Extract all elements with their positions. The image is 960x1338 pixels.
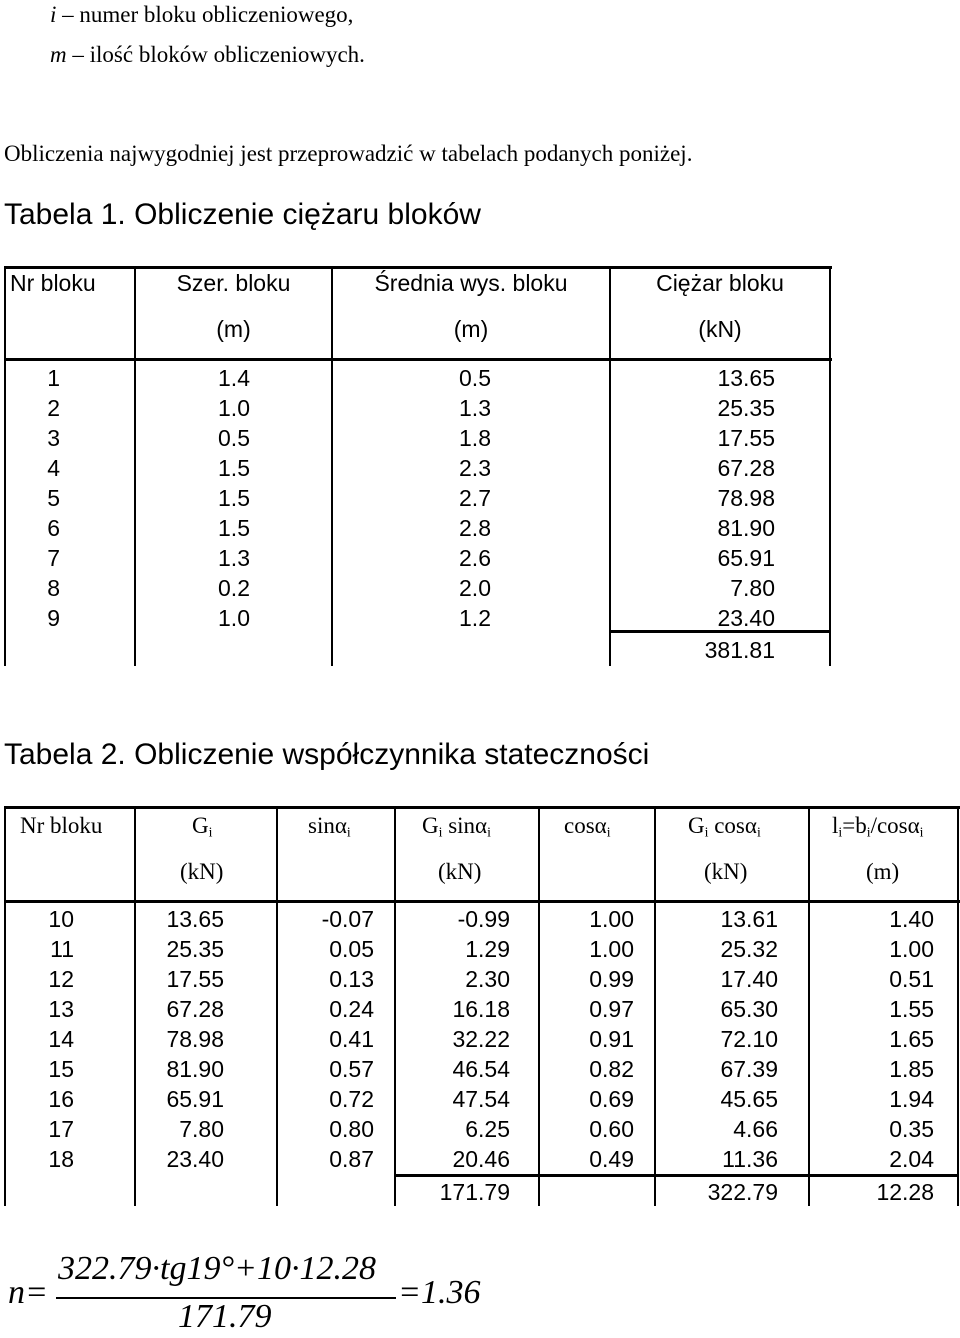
table2-cell-gcos: 4.66	[733, 1116, 778, 1142]
table2-cell-gsin: 46.54	[452, 1056, 510, 1082]
intro-sentence: Obliczenia najwygodniej jest przeprowadzić w tabelach podanych poniżej.	[4, 141, 693, 166]
table2-cell-cos: 0.82	[589, 1056, 634, 1082]
table2-cell-g: 78.98	[166, 1026, 224, 1052]
table2-unit-g: (kN)	[180, 859, 224, 884]
table1-header-nr: Nr bloku	[10, 270, 96, 296]
table1-title: Tabela 1. Obliczenie ciężaru bloków	[4, 198, 481, 231]
table2-cell-gsin: 6.25	[465, 1116, 510, 1142]
table2-cell-l: 0.35	[889, 1116, 934, 1142]
table2-cell-g: 23.40	[166, 1146, 224, 1172]
table2-cell-sin: 0.57	[329, 1056, 374, 1082]
table1-cell-weight: 25.35	[717, 395, 775, 421]
table1-header-bottom-border	[4, 358, 832, 361]
table1-unit-height: (m)	[453, 316, 489, 342]
table2-header-bottom-border	[4, 900, 960, 903]
table1-cell-nr: 9	[47, 605, 60, 631]
table2-top-border	[4, 806, 960, 809]
variable-m: m	[50, 42, 67, 67]
table1-cell-weight: 23.40	[717, 605, 775, 631]
table1-cell-height: 2.8	[459, 515, 491, 541]
table2-cell-nr: 15	[48, 1056, 74, 1082]
table1-cell-nr: 6	[47, 515, 60, 541]
formula-denominator: 171.79	[178, 1298, 272, 1335]
table1-cell-weight: 17.55	[717, 425, 775, 451]
table2-unit-gsin: (kN)	[438, 859, 482, 884]
table1-cell-nr: 7	[47, 545, 60, 571]
table2-cell-l: 1.40	[889, 906, 934, 932]
table2-header-gsin: $G_i$ sinα$_i$	[422, 813, 491, 840]
table1-cell-height: 2.0	[459, 575, 491, 601]
table1-header-weight: Ciężar bloku	[656, 270, 784, 296]
table2-cell-l: 0.51	[889, 966, 934, 992]
table1-cell-weight: 78.98	[717, 485, 775, 511]
table2-cell-l: 1.94	[889, 1086, 934, 1112]
table2-cell-gcos: 65.30	[720, 996, 778, 1022]
table2-header-sin: sinα$_i$	[308, 813, 351, 840]
table1-cell-nr: 2	[47, 395, 60, 421]
table2-cell-cos: 1.00	[589, 936, 634, 962]
table1-unit-width: (m)	[216, 316, 251, 342]
table2-cell-l: 1.00	[889, 936, 934, 962]
table2-cell-g: 25.35	[166, 936, 224, 962]
table1-cell-width: 1.3	[218, 545, 250, 571]
table2-cell-sin: 0.24	[329, 996, 374, 1022]
table1-cell-weight: 67.28	[717, 455, 775, 481]
table1-cell-height: 1.2	[459, 605, 491, 631]
table2-cell-sin: 0.13	[329, 966, 374, 992]
table2-cell-gcos: 25.32	[720, 936, 778, 962]
table2-cell-cos: 0.49	[589, 1146, 634, 1172]
table1-cell-width: 0.2	[218, 575, 250, 601]
table2-cell-g: 67.28	[166, 996, 224, 1022]
table2-header-nr: Nr bloku	[20, 813, 103, 838]
table2-cell-cos: 0.69	[589, 1086, 634, 1112]
table1-top-border	[4, 266, 832, 269]
table2-cell-nr: 10	[48, 906, 74, 932]
table2-cell-l: 1.65	[889, 1026, 934, 1052]
table2-total-l: 12.28	[876, 1179, 934, 1205]
table2-cell-gsin: 2.30	[465, 966, 510, 992]
table1-cell-width: 1.4	[218, 365, 250, 391]
table2-cell-nr: 13	[48, 996, 74, 1022]
table2-cell-gcos: 45.65	[720, 1086, 778, 1112]
table2-cell-g: 7.80	[179, 1116, 224, 1142]
table2-cell-l: 1.85	[889, 1056, 934, 1082]
table1-cell-height: 2.7	[459, 485, 491, 511]
table1-cell-weight: 7.80	[730, 575, 775, 601]
table1-cell-nr: 5	[47, 485, 60, 511]
table2-cell-cos: 1.00	[589, 906, 634, 932]
table1-cell-width: 1.5	[218, 515, 250, 541]
table2-cell-gsin: 20.46	[452, 1146, 510, 1172]
variable-m-description: – ilość bloków obliczeniowych.	[66, 42, 365, 67]
table2-cell-sin: 0.41	[329, 1026, 374, 1052]
table2-cell-gsin: 32.22	[452, 1026, 510, 1052]
table2-cell-l: 1.55	[889, 996, 934, 1022]
table1-cell-weight: 65.91	[717, 545, 775, 571]
table2-title: Tabela 2. Obliczenie współczynnika stateczności	[4, 738, 650, 771]
table2-cell-g: 17.55	[166, 966, 224, 992]
formula-numerator: 322.79·tg19°+10·12.28	[58, 1250, 376, 1287]
table1-cell-weight: 13.65	[717, 365, 775, 391]
table2-cell-gsin: -0.99	[457, 906, 510, 932]
table1-cell-width: 1.5	[218, 485, 250, 511]
table1-right-border	[829, 266, 831, 666]
variable-i-description: – numer bloku obliczeniowego,	[56, 2, 354, 27]
table2-cell-g: 65.91	[166, 1086, 224, 1112]
table2-cell-nr: 11	[50, 936, 74, 962]
table1-cell-height: 1.8	[459, 425, 491, 451]
table2-cell-gsin: 47.54	[452, 1086, 510, 1112]
table2-cell-cos: 0.97	[589, 996, 634, 1022]
table1-unit-weight: (kN)	[698, 316, 742, 342]
table2-cell-gsin: 1.29	[465, 936, 510, 962]
table2-cell-gcos: 13.61	[720, 906, 778, 932]
table2-unit-l: (m)	[866, 859, 900, 884]
table2-cell-gcos: 11.36	[722, 1146, 778, 1172]
formula-lhs: n=	[8, 1274, 48, 1311]
formula-result: =1.36	[398, 1274, 481, 1311]
table2-cell-cos: 0.91	[589, 1026, 634, 1052]
table2-cell-gcos: 72.10	[720, 1026, 778, 1052]
table2-cell-nr: 16	[48, 1086, 74, 1112]
table1-cell-width: 1.0	[218, 395, 250, 421]
table1-header-height: Średnia wys. bloku	[374, 270, 568, 296]
table2-cell-gsin: 16.18	[452, 996, 510, 1022]
table2-cell-cos: 0.60	[589, 1116, 634, 1142]
table2-cell-l: 2.04	[889, 1146, 934, 1172]
intro-line-2	[50, 42, 365, 68]
table2-cell-nr: 12	[48, 966, 74, 992]
table1-cell-height: 2.3	[459, 455, 491, 481]
table2-cell-gcos: 67.39	[720, 1056, 778, 1082]
table2-total-gsin: 171.79	[439, 1179, 510, 1205]
table2-header-g: $G_i$	[192, 813, 213, 840]
table2-total-gcos: 322.79	[707, 1179, 778, 1205]
table2-cell-sin: 0.87	[329, 1146, 374, 1172]
table1-cell-nr: 3	[47, 425, 60, 451]
table1-cell-height: 2.6	[459, 545, 491, 571]
table2-cell-g: 81.90	[166, 1056, 224, 1082]
table1-cell-width: 1.5	[218, 455, 250, 481]
table2-header-l: $l_i=b_i/\cos\alpha_i$	[832, 813, 924, 840]
table2-cell-cos: 0.99	[589, 966, 634, 992]
table1-total: 381.81	[704, 637, 775, 663]
table1-header-width: Szer. bloku	[176, 270, 291, 296]
variable-i: i	[50, 2, 57, 27]
table1-cell-width: 0.5	[218, 425, 250, 451]
table2-header-gcos: $G_i$ cosα$_i$	[688, 813, 761, 840]
table2-cell-nr: 18	[48, 1146, 74, 1172]
table1-cell-nr: 1	[47, 365, 60, 391]
table2-cell-sin: 0.72	[329, 1086, 374, 1112]
table1-cell-weight: 81.90	[717, 515, 775, 541]
table2-cell-sin: 0.80	[329, 1116, 374, 1142]
table2-cell-sin: -0.07	[321, 906, 374, 932]
table2-cell-gcos: 17.40	[720, 966, 778, 992]
table2-right-border	[957, 806, 959, 1206]
table2-cell-nr: 17	[48, 1116, 74, 1142]
table1-cell-nr: 4	[47, 455, 60, 481]
table2-cell-nr: 14	[48, 1026, 74, 1052]
table2-header-cos: cosα$_i$	[564, 813, 611, 840]
table2-unit-gcos: (kN)	[704, 859, 748, 884]
table2-cell-g: 13.65	[166, 906, 224, 932]
table2-cell-sin: 0.05	[329, 936, 374, 962]
table1-cell-height: 1.3	[459, 395, 491, 421]
intro-line-1	[50, 2, 353, 28]
table1-cell-height: 0.5	[459, 365, 491, 391]
table1-cell-width: 1.0	[218, 605, 250, 631]
table1-cell-nr: 8	[47, 575, 60, 601]
